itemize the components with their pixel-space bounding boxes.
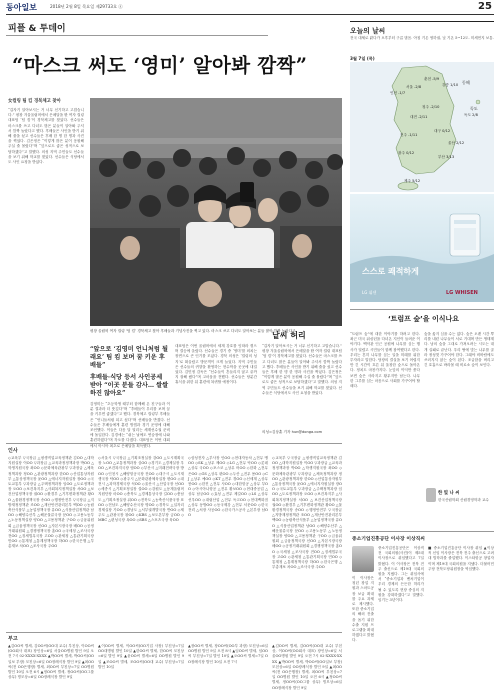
column-body-col-a: “트럼프 숲”에 대한 이야기를 하려고 한다. 최근 미국 워싱턴을 다녀온 지인이 들려준 이야기다. 백악관 인근 공원에 나무를 심는 행사가 열렸고 시민들이 함께 참여했다고 한다. 우리는 흔히 나무를 심는 일을 미래를 위한 투자라고 말한다. 당장의 결실을 보기 어렵지만 긴 시간이 흐른 뒤 울창한 숲으로 돌아온다. 정치도 마찬가지다. 눈앞의 이익만 좇다 보면 숲은 사라지고 황무지만 남는다. 나무 한 그루를 심는 마음으로 사회를 가꾸어야 할 때다.	[350, 332, 420, 389]
weather-city-8: 대구 0/12	[434, 129, 451, 133]
crowd-photo-illustration	[90, 98, 342, 326]
weather-city-3: 강릉 1/10	[442, 83, 459, 87]
article-body-col3: 대표팀은 이번 올림픽에서 세계 강호를 잇따라 꺾으며 결승에 올랐다. 선수들은 경기 중 ‘영미’를 외치는 장면으로 큰 인기를 모았다. 경북 의성은 ‘컬링의 성지’로 떠올랐고 방문객이 크게 늘었다. 지역 주민들은 선수들의 귀향을 환영하는 현수막을 곳곳에 내걸었다. 김민정 감독은 “선수들이 흔들리지 않고 끝까지 잘해 줬다”며 고마움을 전했다. 선수들은 당분간 휴식을 취한 뒤 훈련에 복귀할 예정이다.	[175, 344, 257, 385]
people-body-col1: ◇교육부 ▽국장급 △평생직업교육정책관 김OO △대학지원실장 이OO ▽과장급 △교육과정정책과장 박OO △학생지원국장 최OO ◇문화체육관광부 ▽과장급 △체육정책과장 정OO △관광정책과장 한OO ◇산업통상자원부 △통상정책국장 윤OO △에너지자원실장 장OO ◇국토교통부 ▽과장급 △주택정책과장 임OO △도로정책과장 오OO ◇보건복지부 △사회복지정책실장 서OO △보건산업정책국장 권OO ◇환경부 △기후변화정책관 황OO △물환경정책국장 송OO ◇행정안전부 ▽국장급 △지방재정정책관 조OO △재난안전관리본부 백OO ◇농림축산식품부 △농업정책국장 유OO △식품산업정책관 남OO ◇해양수산부 △해운물류국장 문OO ◇고용노동부 △노동정책실장 양OO △고용정책관 구OO ◇금융위원회 △금융정책국장 신OO △자본시장국장 배OO ◇공정거래위원회 △경쟁정책국장 홍OO ◇국세청 △조사국장 전OO △징세법무국장 고OO ◇관세청 △통관기획국장 민OO ◇통계청 △통계정책국장 하OO ◇한국은행 △부총재보 차OO △조사국장 주OO	[8, 456, 94, 549]
weather-box	[350, 21, 494, 191]
people-title: 인사	[8, 448, 18, 454]
weather-title: 오늘의 날씨	[350, 27, 386, 35]
obituary-title: 부고	[8, 636, 18, 642]
column-author-title: 한국산림학회 산림경영학과 교수	[438, 498, 489, 502]
column-author-portrait	[426, 488, 436, 502]
advertisement[interactable]	[350, 194, 494, 302]
ad-slogan: 스스로 쾌적하게	[362, 267, 419, 276]
bottom-box-title: 중소기업진흥공단 이사장 이상직씨	[352, 537, 425, 542]
page-number: 25	[478, 1, 492, 12]
masthead-info: 2018년 2월 8일 목요일 제29733호 ⓐ	[50, 4, 123, 9]
column-rule	[350, 309, 494, 310]
weather-city-5: 청주 -2/10	[422, 105, 440, 109]
people-body-col4: ◇교육부 ▽국장급 △평생직업교육정책관 김OO △대학지원실장 이OO ▽과장급 △교육과정정책과장 박OO △학생지원국장 최OO ◇문화체육관광부 ▽과장급 △체육정책과장 정OO △관광정책과장 한OO ◇산업통상자원부 △통상정책국장 윤OO △에너지자원실장 장OO ◇국토교통부 ▽과장급 △주택정책과장 임OO △도로정책과장 오OO ◇보건복지부 △사회복지정책실장 서OO △보건산업정책국장 권OO ◇환경부 △기후변화정책관 황OO △물환경정책국장 송OO ◇행정안전부 ▽국장급 △지방재정정책관 조OO △재난안전관리본부 백OO ◇농림축산식품부 △농업정책국장 유OO △식품산업정책관 남OO ◇해양수산부 △해운물류국장 문OO ◇고용노동부 △노동정책실장 양OO △고용정책관 구OO ◇금융위원회 △금융정책국장 신OO △자본시장국장 배OO ◇공정거래위원회 △경쟁정책국장 홍OO ◇국세청 △조사국장 전OO △징세법무국장 고OO ◇관세청 △통관기획국장 민OO ◇통계청 △통계정책국장 하OO ◇한국은행 △부총재보 차OO △조사국장 주OO	[272, 456, 342, 570]
weather-city-10: 울산 2/12	[448, 141, 465, 145]
weather-city-9: 부산 3/13	[438, 155, 455, 159]
weather-city-4: 대전 -2/11	[410, 115, 428, 119]
weather-summary: 전국 대체로 맑다가 오후부터 구름 많음. 아침 기온 영하권, 낮 기온 5~12도. 미세먼지 보통.	[350, 36, 494, 40]
article-headline: “마스크 써도 ‘영미’ 알아봐 깜짝”	[12, 54, 308, 77]
bottom-box-col2: ■ 중소기업진흥공단 이사장 취임 ▲이상직 신임 이사장은 전북 전주 출신으로 고려대 법학과를 졸업했다. 이스타항공 창업자이며 제19대 국회의원을 지냈다. 더불어민주당 전북도당위원장을 역임했다.	[428, 546, 494, 571]
weather-city-2: 춘천 -5/9	[424, 77, 440, 81]
weather-city-11: 제주 5/12	[404, 179, 421, 183]
weather-city-7: 광주 0/12	[398, 151, 415, 155]
article-reporter: 의성=김상훈 기자 hun@donga.com	[262, 430, 323, 434]
column-body-col-b: 숲을 옮겨 심을 수는 없다. 숲은 오랜 시간 뿌리를 내린 나무들이 서로 기대며 만든 생태계다. 남의 숲을 그대로 가져오려는 시도는 대개 실패로 끝난다. 우리 땅에 맞는 나무를 골라 정성껏 가꾸어야 한다. 그래야 비바람에도 쓰러지지 않는 숲이 된다. 조급함을 버리고 긴 호흡으로 바라볼 때 비로소 숲이 보인다.	[424, 332, 494, 368]
weather-city-12: 독도 2/8	[464, 113, 478, 117]
column-kicker: ‘트럼프 숲’을 이식나요	[388, 315, 460, 323]
weather-city-0: 서울 -2/8	[406, 85, 422, 89]
people-body-col3: ◇삼성전자 △부사장 인OO ◇현대자동차 △전무 맹OO ◇SK △상무 제OO ◇LG △전무 탁OO ◇롯데 △상무 국OO ◇포스코 △상무 어OO ◇한화 △전무 은OO ◇GS △상무 편OO ◇두산 △전무 용OO ◇CJ △상무 예OO ◇KT △전무 경OO ◇신세계 △상무 봉OO ◇한진 △전무 사OO ◇대한항공 △상무 부OO ◇아시아나항공 △전무 황보OO ◇현대중공업 △상무 남궁OO ◇효성 △전무 제갈OO ◇LS △상무 선우OO ◇대림산업 △전무 독고OO ◇현대백화점 △상무 동방OO ◇동국제강 △전무 서문OO ◇한국전력 △처장 사공OO ◇한국가스공사 △본부장 남OO	[188, 456, 268, 518]
ad-brand: LG WHISEN	[446, 290, 478, 296]
section-rule	[6, 35, 268, 36]
article-body-col4: “갑자기 알아보시는 거 너무 신기하고 고맙습니다.” 평창 겨울올림픽에서 은메달을 딴 여자 컬링 대표팀 ‘팀 킴’이 경북체고를 찾았다. 선수들은 마스크를 쓰고 다녀도 많은 분들이 알아봐 주셔서 깜짝 놀랐다고 했다. 후배들은 사인을 받기 위해 줄을 섰고 선수들은 후배 한 명 한 명과 사진을 찍었다. 김은정은 “이렇게 많은 분이 응원해 주실 줄 몰랐다”며 “앞으로도 좋은 성적으로 보답하겠다”고 말했다. 의성 지역 주민들도 선수들을 보기 위해 학교를 찾았다. 선수들은 식당에서도 사인 요청을 받았다.	[262, 344, 342, 395]
article-body-col1: “갑자기 알아보시는 거 너무 신기하고 고맙습니다.” 평창 겨울올림픽에서 은메달을 딴 여자 컬링 대표팀 ‘팀 킴’이 경북체고를 찾았다. 선수들은 마스크를 쓰고 다녀도 많은 분들이 알아봐 주셔서 깜짝 놀랐다고 했다. 후배들은 사인을 받기 위해 줄을 섰고 선수들은 후배 한 명 한 명과 사진을 찍었다. 김은정은 “이렇게 많은 분이 응원해 주실 줄 몰랐다”며 “앞으로도 좋은 성적으로 보답하겠다”고 말했다. 의성 지역 주민들도 선수들을 보기 위해 학교를 찾았다. 선수들은 식당에서도 사인 요청을 받았다.	[8, 108, 84, 165]
article-byline: 女컬링 팀 킴 경북체고 찾아	[8, 99, 61, 104]
weather-city-6: 전주 -1/11	[400, 133, 418, 137]
article-body-col2: 김영미는 “초등학생 때부터 함께해 온 친구들과 이룬 결과라 더 뜻깊다”며 “후배들이 우리를 보며 꿈을 키우면 좋겠다”고 했다. 경북체고 컬링부 후배들은 “언니들처럼 되고 싶다”며 선배들을 반겼다. 선수들은 후배들에게 훈련 방법과 경기 운영에 대해 조언했다. 이들은 다음 달 열리는 세계선수권 준비에 돌입한다. 김경애는 “쉬는 날에도 연습장에 나와 훈련하겠다”며 각오를 다졌다. 대표팀은 이번 대회에서 아시아 최초로 은메달을 획득했다.	[90, 402, 170, 448]
weather-map	[350, 62, 494, 192]
article-photo	[90, 98, 342, 326]
article-subhead-2: 후배들·식당 등서 사인공세 받아 “이곳 분들 감사… 쌀쌀하진 않아요”	[90, 374, 169, 397]
obituary-body-col2: ▲이OO씨 별세, 이OO씨(OO기업 사장) 부친상=7일 OO대병원 발인 10일 ▲한OO씨 별세, 한OO씨 모친상=6일 발인 9일 ▲윤OO씨 별세=6일 OO병원 발인 9일 ▲조OO씨 별세, 조OO씨(OO대 교수) 부친상=7일 발인 10일	[98, 644, 184, 669]
obituary-body-col1: ▲김OO씨 별세, 김OO씨(OO대 교수) 부친상, 이OO씨(OO회사 대표) 장인상=6일 서울OO병원 발인 9일 오전 7시 02-XXXX-XXXX ▲박OO씨 별세, 박OO씨(OO일보 부장) 모친상=6일 OO장례식장 발인 9일 ▲최OO씨(전 OO은행장) 별세, 최OO씨 부친상=7일 OO병원 발인 10일 오전 6시 ▲정OO씨 별세, 정OO씨(OO그룹 상무) 빙모상=6일 OO장례식장 발인 9일	[8, 644, 94, 680]
masthead-logo: 동아일보	[6, 3, 37, 12]
weather-sea-label: 동해	[462, 80, 470, 85]
weather-date: 3월 7일 (목)	[350, 56, 375, 61]
weather-island-label: 독도	[470, 106, 478, 111]
bottom-box-portrait	[352, 546, 374, 572]
weather-city-1: 인천 -1/7	[390, 91, 406, 95]
ad-illustration	[350, 194, 494, 302]
people-body-col2: ◇서울시 ▽국장급 △기획조정실장 강OO △도시계획국장 노OO △교통정책과장 심OO ◇경기도 △경제실장 우OO △보건복지국장 염OO ◇부산시 △미래전략국장 방OO ◇인천시 △해양항공국장 진OO ◇대구시 △도시재생국장 탁OO ◇광주시 △문화관광체육실장 변OO ◇대전시 △과학경제국장 석OO ◇울산시 △산업국장 선OO ◇세종시 △기획조정실장 설OO ◇강원도 △동계올림픽지원단장 마OO ◇충북도 △경제통상국장 길OO ◇충남도 △기획조정실장 위OO ◇전북도 △농축산식품국장 표OO ◇전남도 △해양수산국장 명OO ◇경북도 △일자리경제실장 기OO ◇경남도 △서부권개발국장 반OO ◇제주도 △관광국장 왕OO ◇KBS △보도본부장 금OO ◇MBC △편성국장 옥OO ◇SBS △스포츠국장 육OO	[98, 456, 184, 523]
section-title: 피플 & 투데이	[8, 24, 66, 34]
column-author-name: 한 빛 나 씨	[438, 491, 460, 496]
bottom-box-col3: 이 이사장은 청년 창업 지원과 스마트공장 보급 확대를 주요 과제로 제시했다. 또한 중소기업의 해외 진출을 돕기 위한 수출 지원 프로그램을 확대하겠다고 밝혔다.	[352, 576, 374, 643]
bottom-box-rule	[350, 531, 494, 532]
photo-caption: 평창 올림픽 여자 컬링 ‘팀 킴’ 경북체고 찾아 후배들과 기념사진을 찍고 있다. 마스크 쓰고 다녀도 알아보는 분들 많아 깜짝 놀랐다고.	[90, 329, 297, 333]
ad-subtitle: LG 휘센	[362, 290, 377, 295]
obituary-body-col4: ▲김OO씨 별세, 김OO씨(OO대 교수) 부친상, 이OO씨(OO회사 대표) 장인상=6일 서울OO병원 발인 9일 오전 7시 02-XXXX-XXXX ▲박OO씨 별세, 박OO씨(OO일보 부장) 모친상=6일 OO장례식장 발인 9일 ▲최OO씨(전 OO은행장) 별세, 최OO씨 부친상=7일 OO병원 발인 10일 오전 6시 ▲정OO씨 별세, 정OO씨(OO그룹 상무) 빙모상=6일 OO장례식장 발인 9일	[272, 644, 342, 690]
article-subhead-1: “앞으로 ‘김영미 언니처럼 될래요’ 팀 킴 보며 꿈 키운 후배들”	[90, 346, 168, 369]
obituary-body-col3: ▲장OO씨 별세, 장OO씨(OO부 과장) 모친상=6일 OO병원 발인 9일 오전 8시 ▲임OO씨 별세, 임OO씨 부친상=7일 발인 10일 ▲오OO씨 별세=7일 OO장례식장 발인 10일 오전 7시	[188, 644, 268, 664]
bottom-box-body: 중소기업진흥공단은 이상직 전 국회의원(사진)이 제5대 이사장으로 취임했다고 7일 밝혔다. 이 이사장은 전북 전주 출신으로 제19대 국회의원을 지냈다. 그는 취임사에서 “중소기업과 벤처기업이 우리 경제의 든든한 허리가 될 수 있도록 현장 중심의 지원을 강화하겠다”고 말했다. 임기는 3년이다.	[378, 546, 424, 603]
masthead-rule	[6, 14, 494, 15]
column-heading: 낱씨 허리	[272, 330, 306, 340]
obituary-rule	[6, 632, 342, 633]
